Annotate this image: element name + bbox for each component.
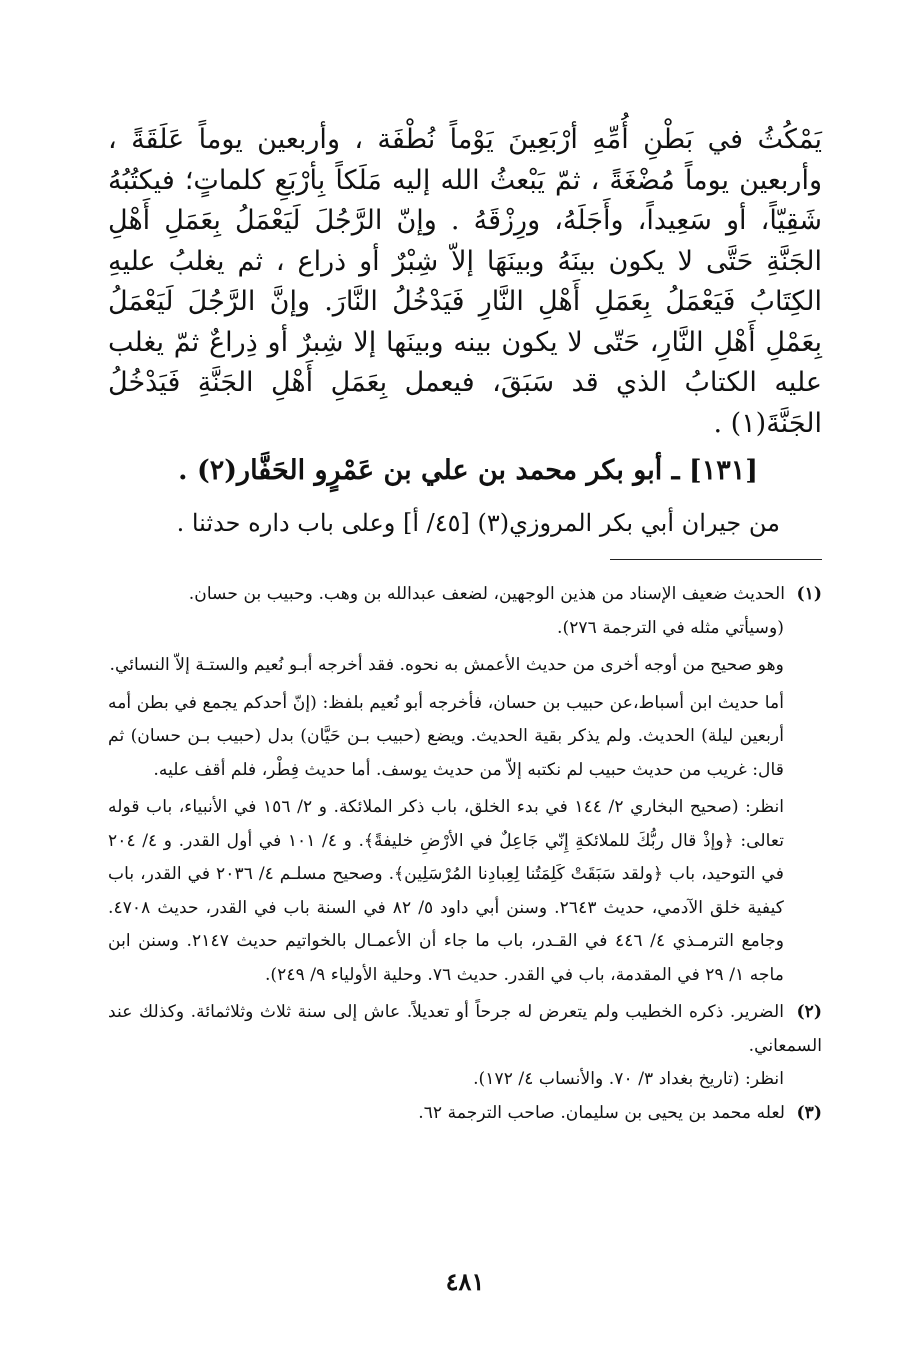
footnote-number: (١) [796,584,822,604]
footnote-number: (٣) [796,1102,822,1123]
footnote-separator [610,559,822,560]
footnotes [108,578,822,1130]
footnote-2 [108,996,822,1063]
footnote-3 [108,1097,822,1131]
footnote-1-para: وهو صحيح من أوجه أخرى من حديث الأعمش به نحوه. فقد أخرجه أبـو نُعيم والستـة إلاّ النسائي. [109,655,784,675]
hadith-text: يَمْكُثُ في بَطْنِ أُمِّهِ أرْبَعِينَ يَوْماً نُطْفَة ، وأربعين يوماً عَلَقَةً ، وأربعين يوماً مُضْغَةً ، ثمّ يَبْعثُ الله إليه مَلَكاً بِأرْبَعِ كلماتٍ؛ فيكتُبُهُ شَقِيّاً، أو سَعِيداً، وأَجَلَهُ، ورِزْقَهُ . وإنّ الرَّجُلَ لَيَعْمَلُ بِعَمَلِ أَهْلِ الجَنَّةِ حَتَّى لا يكون بينَهُ وبينَهَا إلاّ شِبْرٌ أو ذراع ، ثم يغلبُ عليهِ الكِتَابُ فَيَعْمَلُ بِعَمَلِ أَهْلِ النَّارِ فَيَدْخُلُ النَّارَ. وإنَّ الرَّجُلَ لَيَعْمَلُ بِعَمْلِ أَهْلِ النَّارِ، حَتّى لا يكون بينه وبينَها إلا شِبرٌ أو ذِراعٌ ثمّ يغلب عليه الكتابُ الذي قد سَبَقَ، فيعمل بِعَمَلِ أَهْلِ الجَنَّةِ فَيَدْخُلُ الجَنَّةَ(١) . [108,124,822,439]
footnote-1 [108,578,822,612]
footnote-text: الحديث ضعيف الإسناد من هذين الوجهين، لضعف عبدالله بن وهب. وحبيب بن حسان. [188,584,786,604]
footnote-1-para: (وسيأتي مثله في الترجمة ٢٧٦). [557,617,784,638]
page-number: ٤٨١ [445,1267,485,1296]
page-body [108,120,822,1363]
footnote-number: (٢) [796,1002,822,1022]
footnote-text: لعله محمد بن يحيى بن سليمان. صاحب الترجمة ٦٢. [418,1102,786,1123]
footnote-2-para: انظر: (تاريخ بغداد ٣/ ٧٠. والأنساب ٤/ ١٧٢). [473,1069,784,1089]
footnote-1-para: أما حديث ابن أسباط،عن حبيب بن حسان، فأخرجه أبو نُعيم بلفظ: (إنّ أحدكم يجمع في بطن أمه أربعين ليلة) الحديث. ولم يذكر بقية الحديث. ويضع (حبيب بـن حَيَّان) بدل (حبيب بـن حسان) ثم قال: غريب من حديث حبيب لم نكتبه إلاّ من حديث يوسف. أما حديث فِطْر، فلم أقف عليه. [108,692,784,780]
entry-text: من جيران أبي بكر المروزي(٣) [٤٥/ أ] وعلى باب داره حدثنا . [176,509,780,537]
footnote-1-para: انظر: (صحيح البخاري ٢/ ١٤٤ في بدء الخلق، باب ذكر الملائكة. و ٢/ ١٥٦ في الأنبياء، باب قوله تعالى: ﴿وإذْ قال ربُّكَ للملائكةِ إِنّي جَاعِلٌ في الأرْضِ خليفةً﴾. و ٤/ ١٠١ في أول القدر. و ٤/ ٢٠٤ في التوحيد، باب ﴿ولقد سَبَقَتْ كَلِمَتُنا لِعِبادِنا المُرْسَلِين﴾. وصحيح مسلـم ٤/ ٢٠٣٦ في القدر، باب كيفية خلق الآدمي، حديث ٢٦٤٣. وسنن أبي داود ٥/ ٨٢ في السنة باب في القدر، حديث ٤٧٠٨. وجامع الترمـذي ٤/ ٤٤٦ في القـدر، باب ما جاء أن الأعمـال بالخواتيم حديث ٢١٤٧. وسنن ابن ماجه ١/ ٢٩ في المقدمة، باب في القدر. حديث ٧٦. وحلية الأولياء ٩/ ٢٤٩). [108,797,785,985]
footnote-text: الضرير. ذكره الخطيب ولم يتعرض له جرحاً أو تعديلاً. عاش إلى سنة ثلاث وثلاثمائة. وكذلك عند السمعاني. [108,1002,822,1056]
entry-heading: [١٣١] ـ أبو بكر محمد بن علي بن عَمْرٍو الحَفَّار(٢) . [178,455,758,486]
